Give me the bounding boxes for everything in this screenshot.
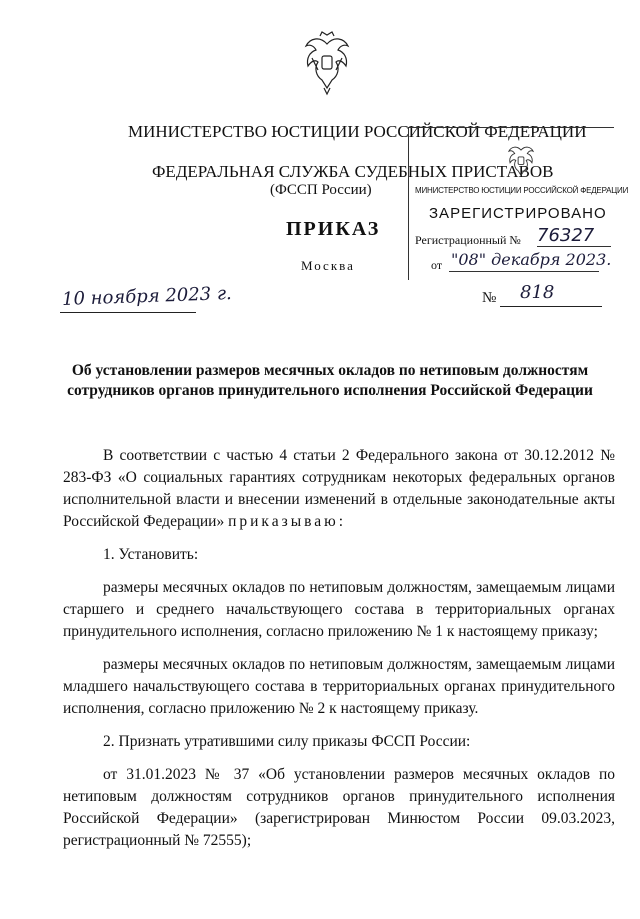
stamp-reg-label: Регистрационный № bbox=[415, 233, 521, 247]
stamp-status: ЗАРЕГИСТРИРОВАНО bbox=[429, 205, 607, 222]
preamble-text: В соответствии с частью 4 статьи 2 Федерального закона от 30.12.2012 № 283-ФЗ «О социальных гарантиях сотрудникам некоторых федеральных органов исполнительной власти и внесении изменений в отдельные законодательные акты Российской Федерации» bbox=[63, 447, 615, 530]
stamp-date-label: от bbox=[431, 258, 443, 272]
service-name: ФЕДЕРАЛЬНАЯ СЛУЖБА СУДЕБНЫХ ПРИСТАВОВ bbox=[152, 162, 554, 181]
service-short-name: (ФССП России) bbox=[270, 182, 372, 198]
paragraph-senior-salaries: размеры месячных окладов по нетиповым должностям, замещаемым лицами старшего и среднего начальствующего состава в территориальных органах принудительного исполнения, согласно приложению № 1 к настоящему приказу; bbox=[63, 579, 615, 640]
number-underline bbox=[500, 306, 602, 307]
paragraph-repealed-order: от 31.01.2023 № 37 «Об установлении размеров месячных окладов по нетиповым должностям сотрудников органов принудительного исполнения Российской Федерации» (зарегистрирован Минюстом России 09.03.2023, регистрационный № 72555); bbox=[63, 766, 615, 849]
title-line-2: сотрудников органов принудительного исполнения Российской Федерации bbox=[67, 382, 593, 399]
stamp-date-underline bbox=[449, 271, 599, 272]
city: Москва bbox=[301, 258, 355, 273]
stamp-date: "08" декабря 2023. bbox=[451, 250, 612, 269]
stamp-reg-underline bbox=[537, 246, 611, 247]
handwritten-number: 818 bbox=[520, 282, 555, 303]
ministry-name: МИНИСТЕРСТВО ЮСТИЦИИ РОССИЙСКОЙ ФЕДЕРАЦИИ bbox=[128, 122, 587, 141]
double-headed-eagle-emblem-icon bbox=[300, 30, 354, 96]
paragraph-repeal: 2. Признать утратившими силу приказы ФССП России: bbox=[103, 733, 471, 750]
registration-stamp bbox=[408, 127, 629, 280]
number-label: № bbox=[482, 290, 497, 306]
order-word: приказываю: bbox=[228, 513, 347, 530]
stamp-eagle-icon bbox=[505, 142, 537, 180]
paragraph-preamble bbox=[63, 445, 615, 533]
stamp-ministry: МИНИСТЕРСТВО ЮСТИЦИИ РОССИЙСКОЙ ФЕДЕРАЦИИ bbox=[415, 186, 629, 195]
title-line-1: Об установлении размеров месячных окладов по нетиповым должностям bbox=[71, 362, 589, 379]
document-body bbox=[63, 445, 615, 863]
document-type: ПРИКАЗ bbox=[286, 218, 381, 240]
paragraph-establish: 1. Установить: bbox=[103, 546, 199, 563]
stamp-reg-number: 76327 bbox=[537, 225, 595, 246]
document-title bbox=[60, 361, 600, 401]
handwritten-date: 10 ноября 2023 г. bbox=[61, 283, 233, 310]
paragraph-junior-salaries: размеры месячных окладов по нетиповым должностям, замещаемым лицами младшего начальствующего состава в территориальных органах принудительного исполнения, согласно приложению № 2 к настоящему приказу. bbox=[63, 656, 615, 717]
date-underline bbox=[60, 312, 196, 313]
